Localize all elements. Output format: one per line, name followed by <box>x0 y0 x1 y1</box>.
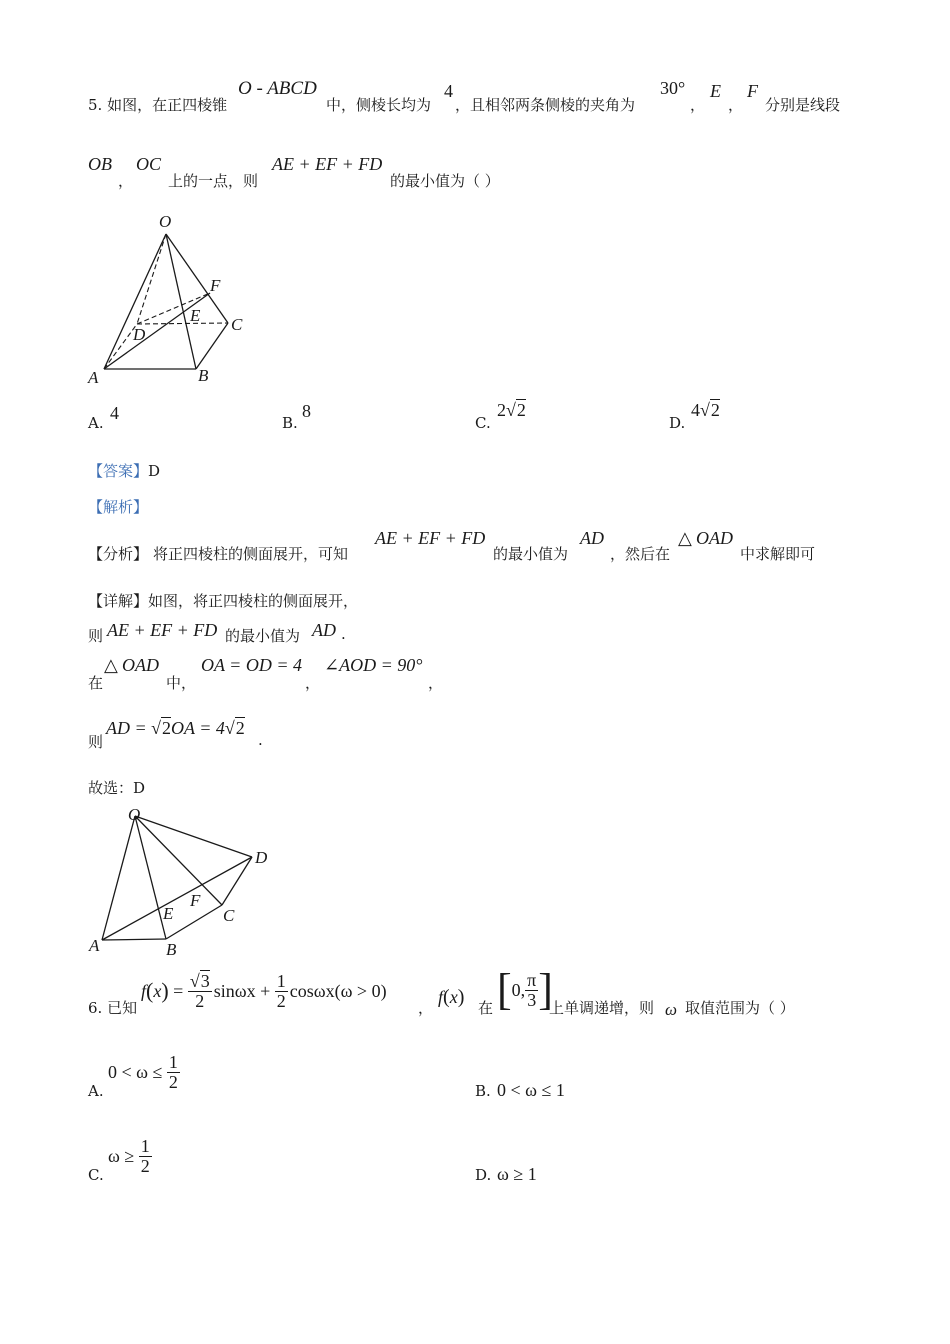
label-d: D <box>133 325 146 344</box>
q5-comma1: ， <box>690 96 706 114</box>
label-d2: D <box>255 848 268 867</box>
q5-pyramid: O - ABCD <box>238 78 317 99</box>
q6-function: f ( x ) = $\frac{√3}{2}$ sinωx + $\frac{1}{2}$ cosωx (ω > 0) <box>141 971 387 1011</box>
edge-ob2 <box>135 816 166 939</box>
d3-tri: △ <box>104 655 118 675</box>
d3-eq1: OA = OD = 4 <box>201 655 302 675</box>
d4-eq: AD = √2OA = 4√2 <box>106 718 245 738</box>
d2-mid: 的最小值为 <box>225 627 301 645</box>
edge-oa <box>104 234 166 369</box>
label-e: E <box>190 306 201 325</box>
q5-opt-b-label: B. <box>282 414 298 432</box>
q5-stem-line1 <box>88 94 227 115</box>
q5-opt-c-label: C. <box>475 414 491 432</box>
q6-fx2: f(x) <box>438 986 465 1008</box>
edge-oa2 <box>102 816 135 940</box>
edge-oc2 <box>135 816 222 905</box>
d4-pre: 则 <box>88 733 104 751</box>
q5-t2: ，且相邻两条侧棱的夹角为 <box>455 96 636 114</box>
q5-t3: 分别是线段 <box>765 96 841 114</box>
q5-oc: OC <box>136 154 162 174</box>
answer-line <box>88 460 160 481</box>
q5-len: 4 <box>444 81 453 101</box>
label-o: O <box>159 212 172 231</box>
detail-tag: 【详解】 <box>88 592 149 610</box>
segment-ad <box>102 857 252 940</box>
d2-end: . <box>341 625 346 643</box>
q6-intro: 6. 已知 <box>88 999 138 1017</box>
edge-od <box>137 234 166 324</box>
edge-bc2 <box>166 905 222 939</box>
q5-e: E <box>710 81 721 101</box>
q5-opt-b-value: 8 <box>302 401 311 421</box>
edge-ob <box>166 234 196 369</box>
edge-cd2 <box>222 857 252 905</box>
d2-expr: AE + EF + FD <box>107 620 218 640</box>
conclusion: 故选：D <box>88 779 146 797</box>
answer-tag: 【答案】 <box>88 462 149 480</box>
d4-end: . <box>258 731 263 749</box>
fenxi-2: 的最小值为 <box>493 545 569 563</box>
d2-ad: AD <box>312 620 336 640</box>
q5-intro: 5. 如图，在正四棱锥 <box>88 96 228 114</box>
fenxi-1: 将正四棱柱的侧面展开，可知 <box>153 545 349 563</box>
q6-opt-c-label: C. <box>88 1166 104 1184</box>
fenxi-oad: OAD <box>696 528 733 548</box>
label-f2: F <box>190 891 201 910</box>
q5-expr: AE + EF + FD <box>272 154 383 174</box>
fenxi-ad: AD <box>580 528 604 548</box>
q6-opt-b-value: 0 < ω ≤ 1 <box>497 1080 565 1100</box>
label-a: A <box>88 368 99 387</box>
q6-opt-d-label: D. <box>475 1166 492 1184</box>
q5-angle: 30° <box>660 78 686 98</box>
fenxi-tag: 【分析】 <box>88 545 149 563</box>
q5-f: F <box>747 81 758 101</box>
pyramid-figure <box>80 205 260 390</box>
q6-interval: [ 0, $\frac{\pi}{3}$ ] <box>497 965 553 1014</box>
label-f: F <box>210 276 221 295</box>
detail-1: 如图，将正四棱柱的侧面展开， <box>148 592 359 610</box>
q5-t1: 中，侧棱长均为 <box>326 96 432 114</box>
q5-opt-d-value: 4√2 <box>691 400 720 420</box>
edge-od2 <box>135 816 252 857</box>
fenxi-3: ，然后在 <box>610 545 671 563</box>
d3-sep: ， <box>305 674 321 692</box>
edge-dc <box>137 323 228 324</box>
q5-opt-d-label: D. <box>669 414 686 432</box>
q5-comma3: ， <box>118 172 134 190</box>
d3-eq2: ∠AOD = 90° <box>324 655 423 675</box>
q5-opt-a-label: A. <box>88 414 104 432</box>
d3-end: ， <box>428 674 444 692</box>
q6-opt-b-label: B. <box>475 1082 491 1100</box>
label-c: C <box>231 315 243 334</box>
q6-omega: ω <box>665 1000 678 1019</box>
q6-opt-a-label: A. <box>88 1082 104 1100</box>
label-a2: A <box>89 936 100 955</box>
d3-oad: OAD <box>122 655 159 675</box>
q6-t4: 取值范围为（ ） <box>685 999 795 1017</box>
q5-comma2: ， <box>728 96 744 114</box>
d3-mid: 中， <box>166 674 197 692</box>
q6-opt-c-value: ω ≥ $\frac{1}{2}$ <box>108 1136 150 1176</box>
q5-t4: 上的一点，则 <box>168 172 259 190</box>
label-b: B <box>198 366 209 385</box>
fenxi-expr: AE + EF + FD <box>375 528 486 548</box>
q6-opt-d-value: ω ≥ 1 <box>497 1164 537 1184</box>
unfolded-figure <box>80 800 280 960</box>
edge-ab2 <box>102 939 166 940</box>
d2-pre: 则 <box>88 627 104 645</box>
label-c2: C <box>223 906 235 925</box>
q5-t5: 的最小值为（ ） <box>390 172 500 190</box>
label-o2: O <box>128 805 141 824</box>
edge-bc <box>196 323 228 369</box>
detail-line1 <box>88 590 358 611</box>
q5-opt-a-value: 4 <box>110 403 119 423</box>
label-b2: B <box>166 940 177 959</box>
q6-t2: 在 <box>478 999 494 1017</box>
answer-value: D <box>148 462 161 480</box>
q6-t1: ， <box>418 999 434 1017</box>
q6-t3: 上单调递增，则 <box>549 999 655 1017</box>
label-e2: E <box>163 904 174 923</box>
q5-ob: OB <box>88 154 112 174</box>
d3-pre: 在 <box>88 674 104 692</box>
q6-opt-a-value: 0 < ω ≤ $\frac{1}{2}$ <box>108 1052 178 1092</box>
fenxi-tri: △ <box>678 528 692 548</box>
q5-opt-c-value: 2√2 <box>497 400 526 420</box>
fenxi-4: 中求解即可 <box>740 545 816 563</box>
analysis-tag: 【解析】 <box>88 498 149 516</box>
